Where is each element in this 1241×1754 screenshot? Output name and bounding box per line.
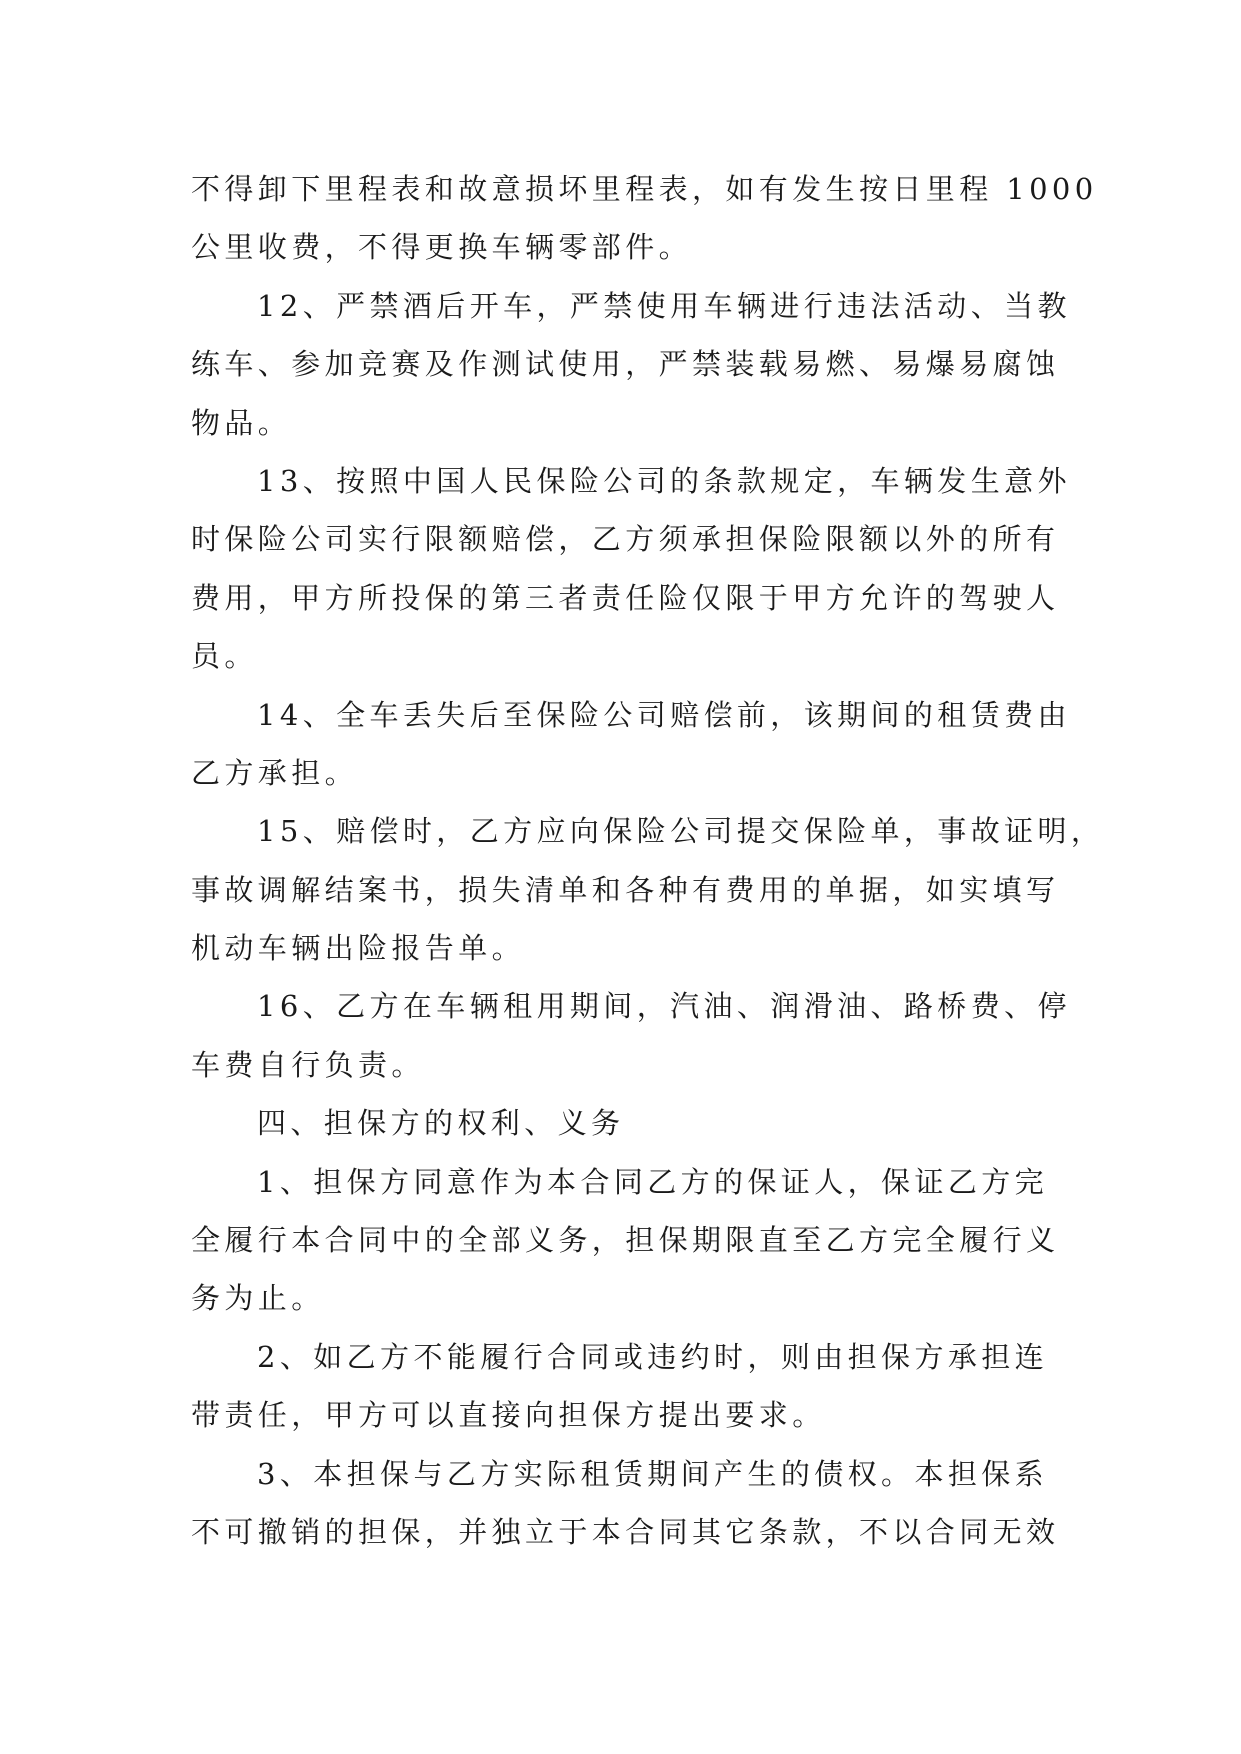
text-line: 员。 <box>191 639 258 674</box>
text-line: 2、如乙方不能履行合同或违约时，则由担保方承担连 <box>257 1339 1049 1374</box>
paragraph-clause-12 <box>191 277 1071 452</box>
paragraph-clause-13 <box>191 452 1071 686</box>
text-line: 机动车辆出险报告单。 <box>191 931 526 966</box>
text-line: 公里收费，不得更换车辆零部件。 <box>191 230 693 265</box>
text-line: 车费自行负责。 <box>191 1047 425 1082</box>
text-line: 全履行本合同中的全部义务，担保期限直至乙方完全履行义 <box>191 1223 1060 1258</box>
text-line: 14、全车丢失后至保险公司赔偿前，该期间的租赁费由 <box>257 697 1071 732</box>
section-heading: 四、担保方的权利、义务 <box>257 1106 625 1141</box>
text-line: 费用，甲方所投保的第三者责任险仅限于甲方允许的驾驶人 <box>191 580 1060 615</box>
paragraph-guarantor-2 <box>191 1328 1051 1445</box>
text-line: 带责任，甲方可以直接向担保方提出要求。 <box>191 1398 826 1433</box>
text-line: 练车、参加竞赛及作测试使用，严禁装载易燃、易爆易腐蚀 <box>191 347 1060 382</box>
paragraph-clause-14 <box>191 686 1071 803</box>
text-line: 不得卸下里程表和故意损坏里程表，如有发生按日里程 1000 <box>191 172 1098 206</box>
text-line: 12、严禁酒后开车，严禁使用车辆进行违法活动、当教 <box>257 288 1071 323</box>
text-line: 事故调解结案书，损失清单和各种有费用的单据，如实填写 <box>191 872 1060 907</box>
paragraph-guarantor-3 <box>191 1445 1060 1562</box>
document-body <box>191 160 1105 1561</box>
text-line: 时保险公司实行限额赔偿，乙方须承担保险限额以外的所有 <box>191 522 1060 557</box>
paragraph-continued-mileage <box>191 160 1098 277</box>
text-line: 务为止。 <box>191 1281 325 1316</box>
paragraph-clause-16 <box>191 977 1071 1094</box>
text-line: 乙方承担。 <box>191 755 359 790</box>
text-line: 1、担保方同意作为本合同乙方的保证人，保证乙方完 <box>257 1164 1049 1199</box>
text-line: 物品。 <box>191 405 292 440</box>
text-line: 16、乙方在车辆租用期间，汽油、润滑油、路桥费、停 <box>257 989 1071 1024</box>
paragraph-guarantor-1 <box>191 1153 1060 1328</box>
section-heading-guarantor <box>191 1094 1051 1152</box>
text-line: 13、按照中国人民保险公司的条款规定，车辆发生意外 <box>257 463 1071 498</box>
text-line: 3、本担保与乙方实际租赁期间产生的债权。本担保系 <box>257 1456 1049 1491</box>
text-line: 不可撤销的担保，并独立于本合同其它条款，不以合同无效 <box>191 1514 1060 1549</box>
paragraph-clause-15 <box>191 802 1105 977</box>
text-line: 15、赔偿时，乙方应向保险公司提交保险单，事故证明， <box>257 814 1105 849</box>
